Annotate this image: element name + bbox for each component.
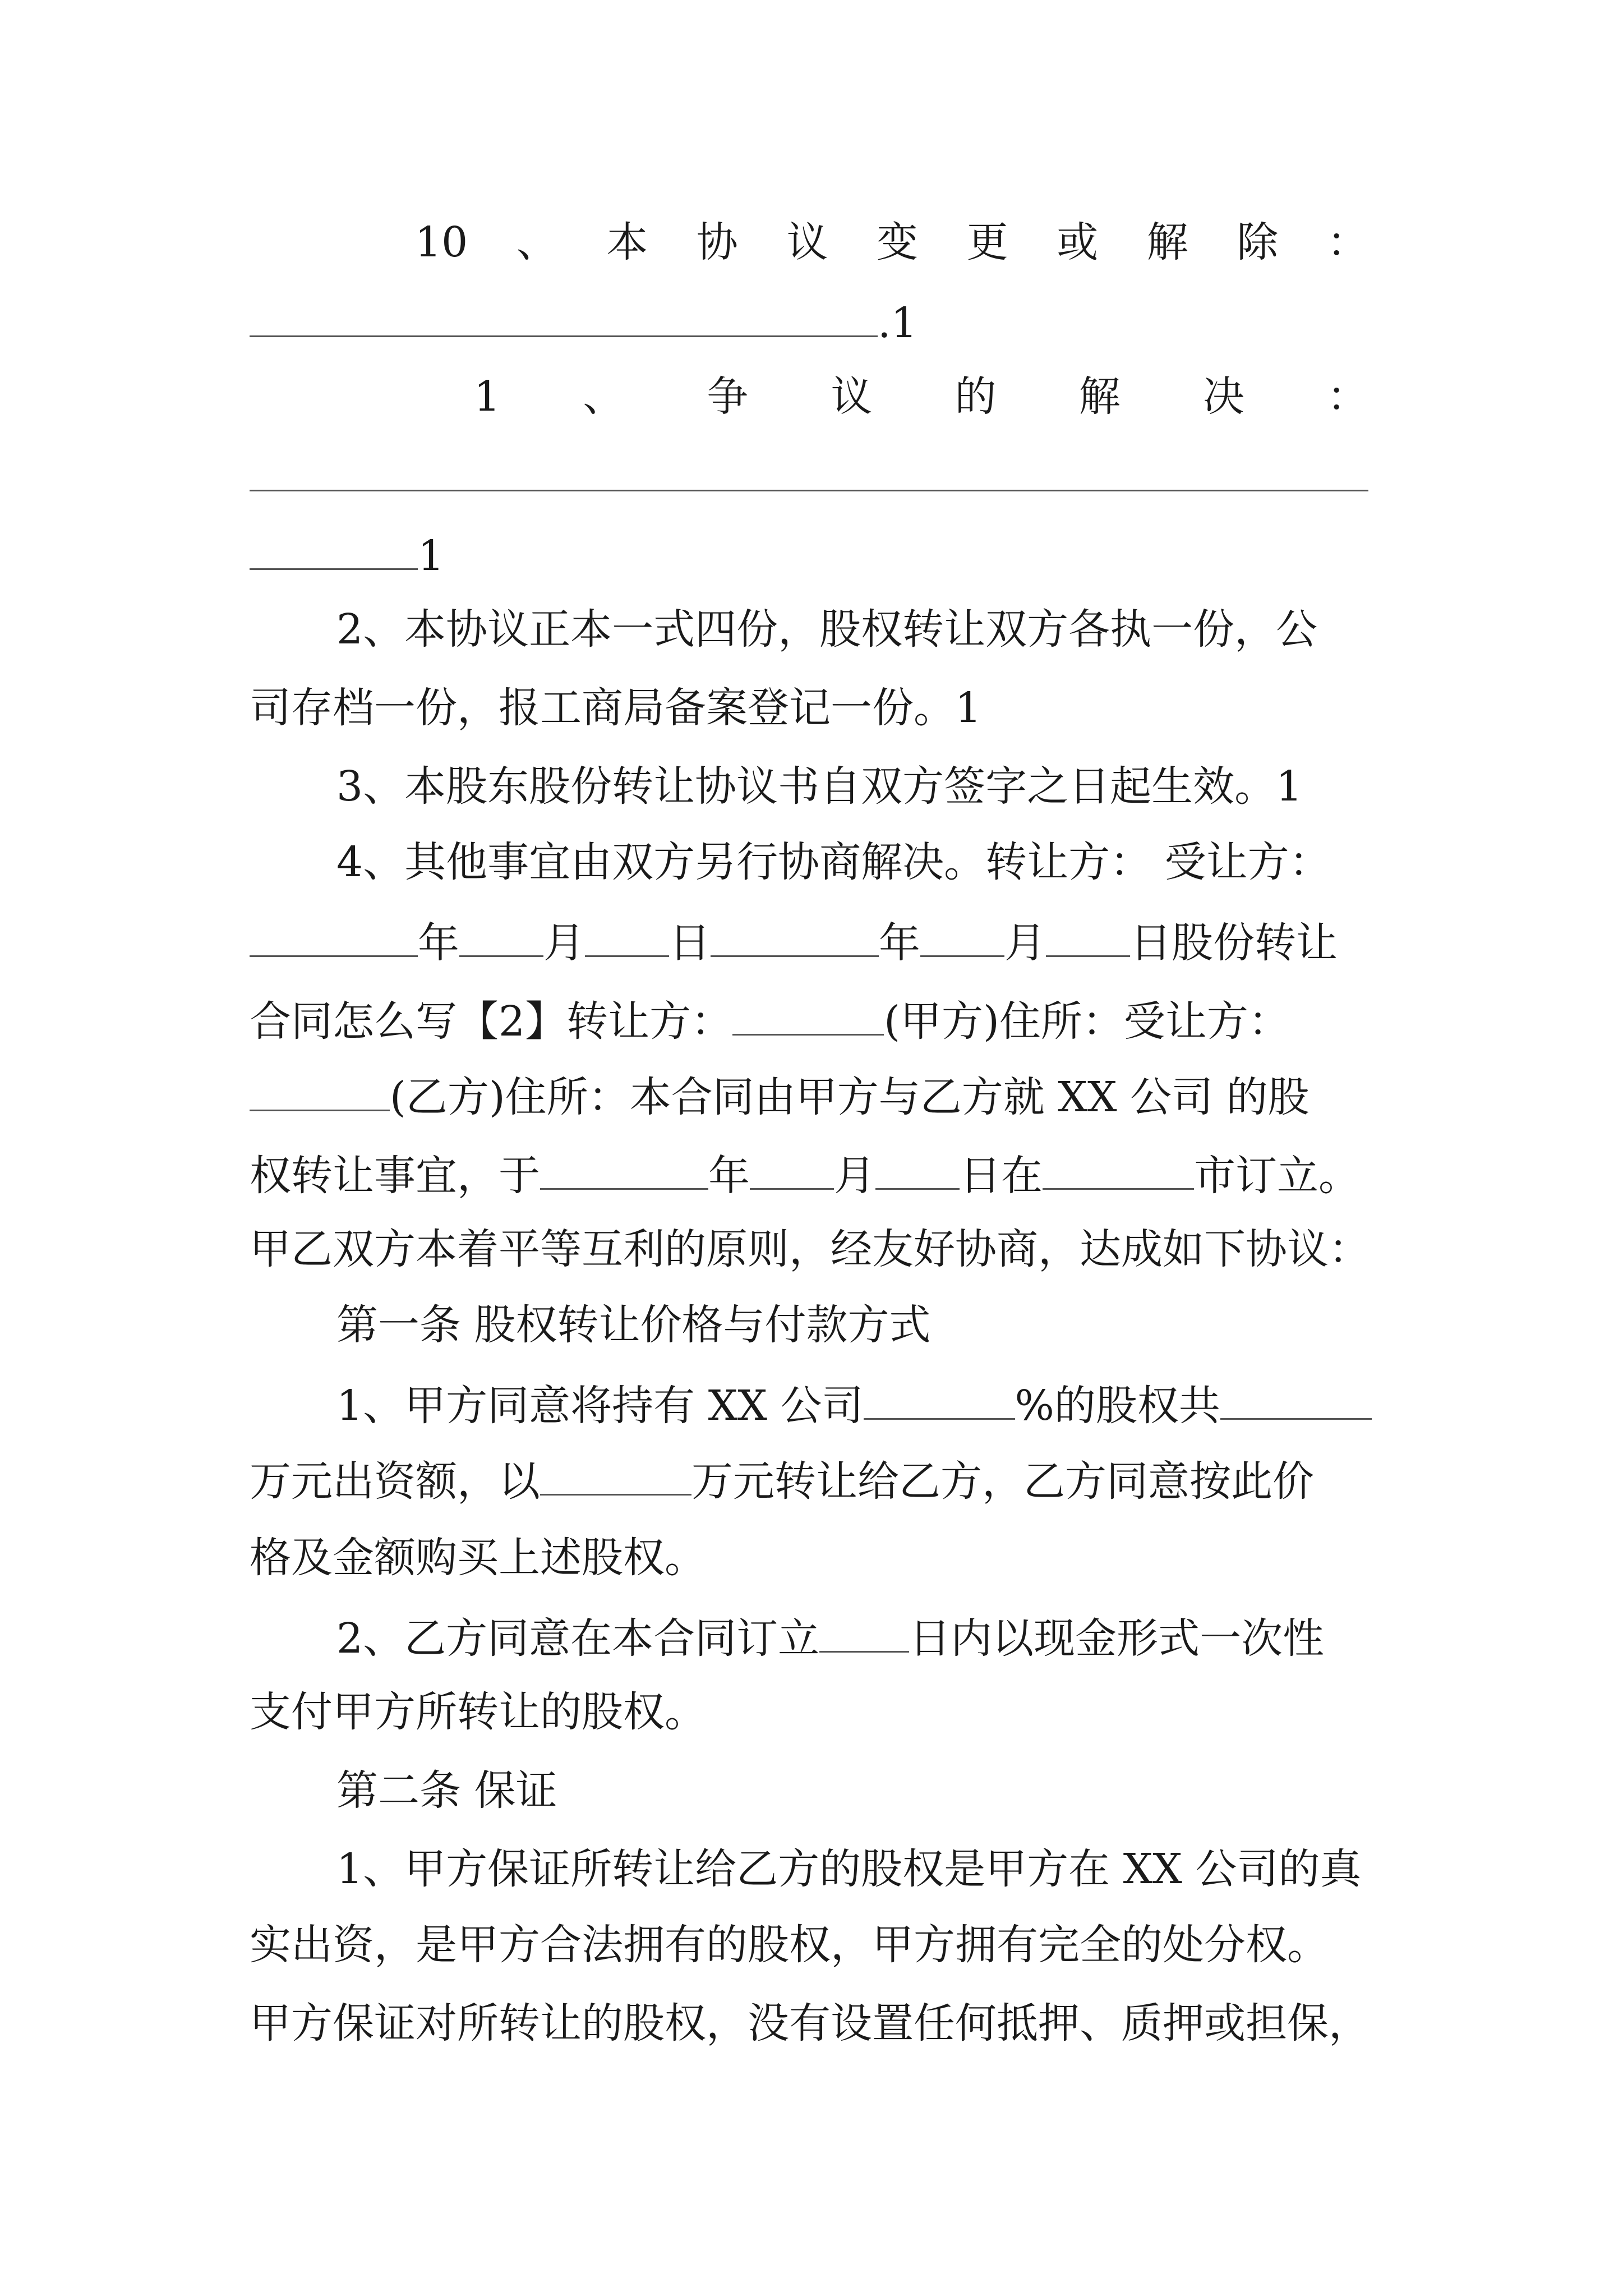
- dispute-char: 议: [831, 372, 873, 421]
- date-month-label: 月: [543, 918, 585, 967]
- article-1-item-1-line-3: 格及金额购买上述股权。: [250, 1534, 706, 1582]
- date-tail: 日股份转让: [1130, 918, 1338, 967]
- para-3: 3、本股东股份转让协议书自双方签字之日起生效。1: [336, 762, 1303, 811]
- clause-10-blank-line: [250, 298, 917, 347]
- blank-underline: [732, 999, 884, 1036]
- clause-10-char: 变: [877, 218, 919, 266]
- text: 1、甲方同意将持有 XX 公司: [336, 1381, 864, 1430]
- party-a-address-label: (甲方)住所：受让方：: [884, 997, 1290, 1046]
- blank-underline: [1046, 920, 1130, 957]
- dispute-char: 、: [583, 372, 625, 421]
- clause-10-char: 除: [1237, 218, 1279, 266]
- party-b-address-label: (乙方)住所：本合同由甲方与乙方就 XX 公司 的股: [390, 1073, 1310, 1121]
- text: 日内以现金形式一次性: [909, 1614, 1325, 1663]
- clause-10-char: ：: [1326, 218, 1368, 266]
- dispute-blank-line: [250, 454, 1368, 498]
- blank-underline: [819, 1616, 909, 1653]
- text: 万元转让给乙方，乙方同意按此价: [691, 1457, 1314, 1506]
- clause-10-heading: [415, 218, 1368, 266]
- text: 万元出资额，以: [250, 1457, 540, 1506]
- transferor-label: 合同怎么写【2】转让方：: [250, 997, 733, 1046]
- contract-date-intro: 权转让事宜，于: [250, 1151, 540, 1200]
- clause-10-char: 或: [1057, 218, 1099, 266]
- article-1-item-1-line-1: [336, 1381, 1372, 1430]
- article-1-title: 第一条 股权转让价格与付款方式: [336, 1301, 931, 1349]
- contract-line-5: 甲乙双方本着平等互利的原则，经友好协商，达成如下协议：: [250, 1225, 1370, 1273]
- dispute-tail: 1: [418, 531, 445, 580]
- blank-underline: [250, 454, 1368, 491]
- para-4-line-1: 4、其他事宜由双方另行协商解决。转让方： 受让方：: [336, 838, 1331, 886]
- date-year-label: 年: [708, 1151, 750, 1200]
- date-month-label: 月: [1004, 918, 1046, 967]
- text: 2、乙方同意在本合同订立: [336, 1614, 820, 1663]
- clause-10-char: 协: [696, 218, 738, 266]
- dispute-heading: [474, 372, 1368, 421]
- date-month-label: 月: [834, 1151, 875, 1200]
- blank-underline: [1220, 1383, 1372, 1420]
- contract-line-3: [250, 1073, 1310, 1121]
- clause-10-char: 解: [1146, 218, 1188, 266]
- article-2-title: 第二条 保证: [336, 1766, 557, 1815]
- clause-10-tail: .1: [878, 298, 917, 347]
- clause-10-char: 议: [786, 218, 828, 266]
- blank-underline: [750, 1153, 834, 1190]
- dispute-char: 1: [474, 372, 501, 421]
- article-2-item-1-line-2: 实出资，是甲方合法拥有的股权，甲方拥有完全的处分权。: [250, 1921, 1329, 1969]
- date-day-label: 日: [669, 918, 711, 967]
- date-year-label: 年: [879, 918, 920, 967]
- blank-underline: [250, 1074, 390, 1111]
- dispute-char: 决: [1202, 372, 1244, 421]
- date-day-at-label: 日在: [960, 1151, 1043, 1200]
- clause-10-char: 更: [966, 218, 1008, 266]
- blank-underline: [920, 920, 1004, 957]
- dispute-char: 的: [955, 372, 997, 421]
- blank-underline: [459, 920, 543, 957]
- clause-10-char: 、: [516, 218, 558, 266]
- date-year-label: 年: [418, 918, 459, 967]
- dispute-char: ：: [1326, 372, 1368, 421]
- article-1-item-2-line-2: 支付甲方所转让的股权。: [250, 1688, 706, 1736]
- dispute-char: 争: [707, 372, 749, 421]
- blank-underline: [711, 920, 879, 957]
- dispute-char: 解: [1078, 372, 1121, 421]
- article-2-item-1-line-3: 甲方保证对所转让的股权，没有设置任何抵押、质押或担保，: [250, 1999, 1370, 2047]
- text: %的股权共: [1015, 1381, 1220, 1430]
- blank-underline: [1043, 1153, 1194, 1190]
- article-2-item-1-line-1: 1、甲方保证所转让给乙方的股权是甲方在 XX 公司的真: [336, 1845, 1362, 1893]
- contract-line-2: [250, 997, 1290, 1046]
- clause-10-char: 10: [415, 218, 468, 266]
- contract-line-4: [250, 1151, 1360, 1200]
- blank-underline: [875, 1153, 960, 1190]
- blank-underline: [864, 1383, 1015, 1420]
- dispute-blank-line-2: [250, 531, 445, 580]
- para-2-line-2: 司存档一份，报工商局备案登记一份。1: [250, 684, 982, 732]
- blank-underline: [250, 300, 878, 337]
- article-1-item-2-line-1: [336, 1614, 1325, 1663]
- city-label: 市订立。: [1194, 1151, 1360, 1200]
- blank-underline: [540, 1458, 691, 1496]
- para-2-line-1: 2、本协议正本一式四份，股权转让双方各执一份，公: [336, 605, 1318, 654]
- blank-underline: [540, 1153, 708, 1190]
- blank-underline: [250, 533, 418, 570]
- clause-10-char: 本: [606, 218, 648, 266]
- article-1-item-1-line-2: [250, 1457, 1314, 1506]
- date-line: [250, 918, 1338, 967]
- blank-underline: [250, 920, 418, 957]
- blank-underline: [585, 920, 669, 957]
